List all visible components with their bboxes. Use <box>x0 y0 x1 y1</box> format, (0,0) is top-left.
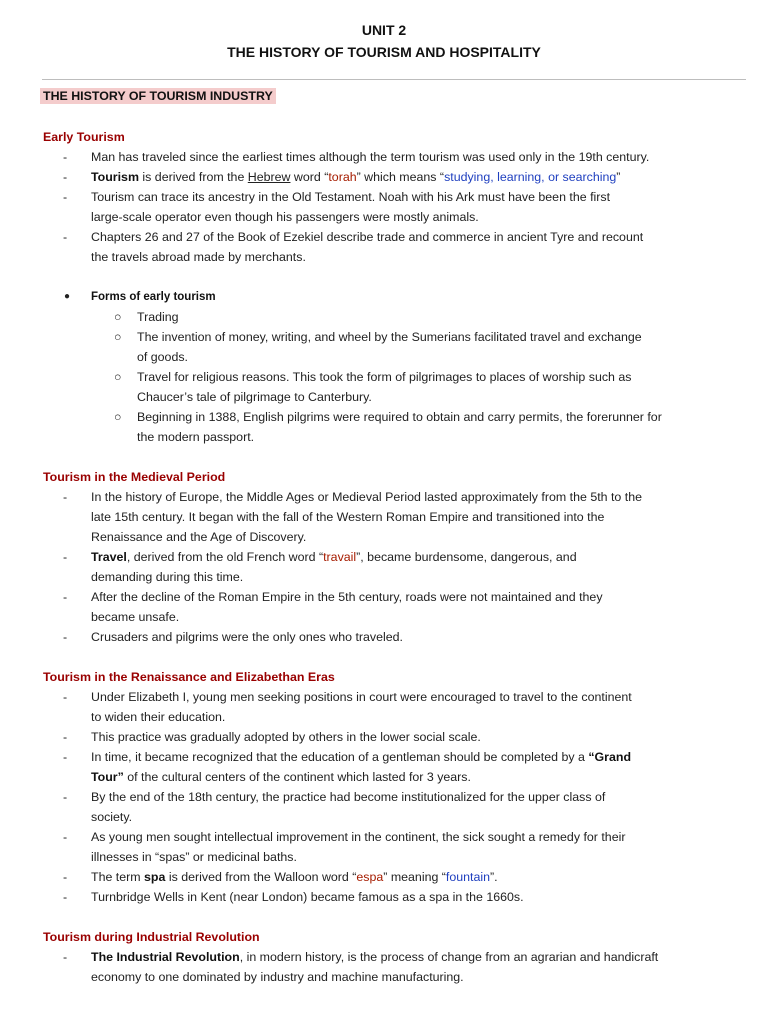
bullet-circle: ○ <box>114 370 122 384</box>
bullet-dash: - <box>63 830 68 844</box>
paragraph-line: Tourism can trace its ancestry in the Old Testament. Noah with his Ark must have been the first <box>91 190 611 204</box>
paragraph-line: the travels abroad made by merchants. <box>91 250 306 264</box>
bullet-dash: - <box>63 150 68 164</box>
bullet-circle: ○ <box>114 310 122 324</box>
paragraph-line: In the history of Europe, the Middle Ages or Medieval Period lasted approximately from the 5th to the <box>91 490 642 504</box>
paragraph-line: In time, it became recognized that the education of a gentleman should be completed by a “Grand <box>91 750 632 764</box>
paragraph-line: Renaissance and the Age of Discovery. <box>91 530 307 544</box>
paragraph-line: Man has traveled since the earliest times although the term tourism was used only in the 19th century. <box>91 150 650 164</box>
paragraph-line: The invention of money, writing, and wheel by the Sumerians facilitated travel and exchange <box>137 330 642 344</box>
paragraph-line: The Industrial Revolution, in modern history, is the process of change from an agrarian and handicraft <box>91 950 659 964</box>
bullet-dash: - <box>63 590 68 604</box>
bullet-dash: - <box>63 190 68 204</box>
paragraph-line: to widen their education. <box>91 710 226 724</box>
paragraph-line: economy to one dominated by industry and machine manufacturing. <box>91 970 464 984</box>
paragraph-line: By the end of the 18th century, the practice had become institutionalized for the upper class of <box>91 790 606 804</box>
bullet-dash: - <box>63 950 68 964</box>
paragraph-line: Turnbridge Wells in Kent (near London) became famous as a spa in the 1660s. <box>91 890 524 904</box>
highlighted-heading: THE HISTORY OF TOURISM INDUSTRY <box>40 88 276 104</box>
paragraph-line: late 15th century. It began with the fall of the Western Roman Empire and transitioned into the <box>91 510 605 524</box>
bullet-dash: - <box>63 790 68 804</box>
subheading-forms: Forms of early tourism <box>91 291 216 303</box>
paragraph-line: society. <box>91 810 133 824</box>
section-heading-renaissance: Tourism in the Renaissance and Elizabethan Eras <box>43 670 335 684</box>
paragraph-line: After the decline of the Roman Empire in the 5th century, roads were not maintained and they <box>91 590 603 604</box>
paragraph-line: Beginning in 1388, English pilgrims were required to obtain and carry permits, the forerunner for <box>137 410 662 424</box>
bullet-dash: - <box>63 690 68 704</box>
bullet-circle: ○ <box>114 330 122 344</box>
bullet-dash: - <box>63 550 68 564</box>
paragraph-line: large-scale operator even though his passengers were mostly animals. <box>91 210 479 224</box>
paragraph-line: the modern passport. <box>137 430 255 444</box>
section-heading-medieval: Tourism in the Medieval Period <box>43 470 226 484</box>
document-title: THE HISTORY OF TOURISM AND HOSPITALITY <box>227 44 541 60</box>
paragraph-line: The term spa is derived from the Walloon word “espa” meaning “fountain”. <box>91 870 498 884</box>
paragraph-line: of goods. <box>137 350 188 364</box>
paragraph-line: Chaucer’s tale of pilgrimage to Canterbury. <box>137 390 372 404</box>
section-heading-early: Early Tourism <box>43 130 125 144</box>
paragraph-line: Crusaders and pilgrims were the only ones who traveled. <box>91 630 403 644</box>
bullet-dash: - <box>63 890 68 904</box>
paragraph-line: became unsafe. <box>91 610 180 624</box>
bullet-circle: ○ <box>114 410 122 424</box>
paragraph-line: Chapters 26 and 27 of the Book of Ezekiel describe trade and commerce in ancient Tyre and recount <box>91 230 644 244</box>
bullet-dash: - <box>63 490 68 504</box>
paragraph-line: illnesses in “spas” or medicinal baths. <box>91 850 297 864</box>
paragraph-line: Tour” of the cultural centers of the continent which lasted for 3 years. <box>91 770 471 784</box>
bullet-dash: - <box>63 750 68 764</box>
bullet-dash: - <box>63 630 68 644</box>
horizontal-divider <box>42 79 746 80</box>
bullet-dash: - <box>63 730 68 744</box>
paragraph-line: Travel for religious reasons. This took the form of pilgrimages to places of worship such as <box>137 370 632 384</box>
paragraph-line: Travel, derived from the old French word “travail”, became burdensome, dangerous, and <box>91 550 577 564</box>
paragraph-line: As young men sought intellectual improvement in the continent, the sick sought a remedy for their <box>91 830 626 844</box>
paragraph-line: Tourism is derived from the Hebrew word “torah” which means “studying, learning, or searching” <box>91 170 621 184</box>
paragraph-line: demanding during this time. <box>91 570 244 584</box>
paragraph-line: Trading <box>137 310 179 324</box>
paragraph-line: Under Elizabeth I, young men seeking positions in court were encouraged to travel to the continent <box>91 690 632 704</box>
bullet-dash: - <box>63 870 68 884</box>
bullet-dot: ● <box>64 291 71 302</box>
paragraph-line: This practice was gradually adopted by others in the lower social scale. <box>91 730 481 744</box>
section-heading-industrial: Tourism during Industrial Revolution <box>43 930 260 944</box>
unit-label: UNIT 2 <box>361 22 407 38</box>
bullet-dash: - <box>63 230 68 244</box>
bullet-dash: - <box>63 170 68 184</box>
